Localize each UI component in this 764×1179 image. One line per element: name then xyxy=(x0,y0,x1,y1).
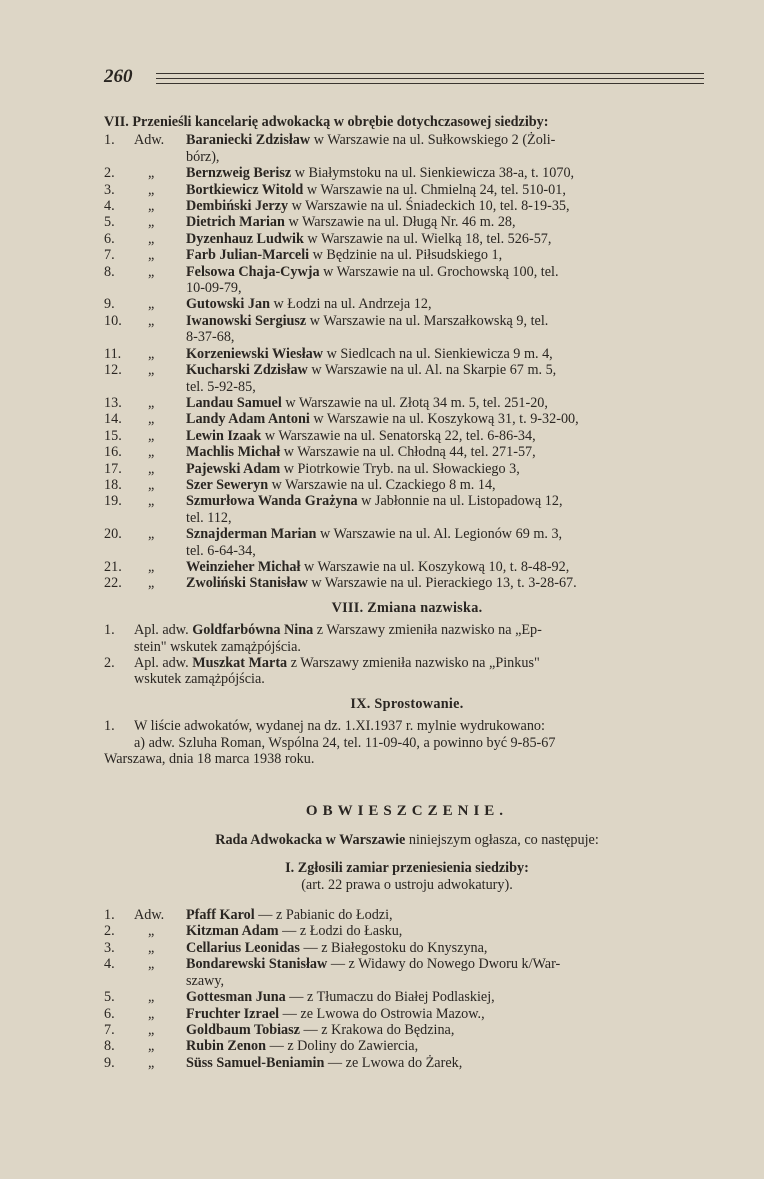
list-item xyxy=(104,411,710,427)
item-prefix: Adw. xyxy=(134,132,165,149)
item-prefix: „ xyxy=(148,427,155,444)
item-text xyxy=(186,264,710,280)
item-number: 9. xyxy=(104,1054,115,1071)
item-details-cont: wskutek zamążpójścia. xyxy=(134,671,265,688)
item-number: 11. xyxy=(104,345,122,362)
announcement-list xyxy=(104,907,710,1071)
item-prefix: „ xyxy=(148,1005,155,1022)
item-number: 21. xyxy=(104,558,122,575)
item-details: w Warszawie na ul. Marszałkowską 9, tel. xyxy=(306,312,549,329)
item-text xyxy=(186,182,710,198)
item-number: 17. xyxy=(104,460,122,477)
list-item xyxy=(104,264,710,280)
item-prefix: „ xyxy=(148,312,155,329)
item-text xyxy=(186,1006,710,1022)
item-prefix: „ xyxy=(148,214,155,231)
item-details: w Warszawie na ul. Chłodną 44, tel. 271-57, xyxy=(280,444,536,461)
page-content xyxy=(104,114,710,1071)
item-text xyxy=(186,461,710,477)
spacer xyxy=(104,329,134,345)
item-prefix: „ xyxy=(148,247,155,264)
person-name: Sznajderman Marian xyxy=(186,526,317,543)
item-prefix: „ xyxy=(148,956,155,973)
list-item xyxy=(104,395,710,411)
person-name: Bortkiewicz Witold xyxy=(186,181,304,198)
list-item xyxy=(104,428,710,444)
announcement-intro xyxy=(104,832,710,848)
person-name: Machlis Michał xyxy=(186,444,281,461)
person-name: Kitzman Adam xyxy=(186,923,279,940)
item-details: w Warszawie na ul. Wielką 18, tel. 526-57, xyxy=(303,230,552,247)
item-prefix: „ xyxy=(148,1038,155,1055)
list-item xyxy=(104,444,710,460)
item-number: 3. xyxy=(104,939,115,956)
item-prefix: „ xyxy=(148,460,155,477)
person-name: Zwoliński Stanisław xyxy=(186,575,308,592)
item-number: 1. xyxy=(104,622,115,639)
item-number: 7. xyxy=(104,1021,115,1038)
person-name: Landy Adam Antoni xyxy=(186,411,310,428)
person-name: Bernzweig Berisz xyxy=(186,165,292,182)
item-details-cont: 10-09-79, xyxy=(186,280,242,297)
item-text: W liście adwokatów, wydanej na dz. 1.XI.1937 r. mylnie wydrukowano: xyxy=(134,718,545,735)
item-number: 22. xyxy=(104,575,122,592)
person-name: Iwanowski Sergiusz xyxy=(186,312,307,329)
item-text xyxy=(186,575,710,591)
person-name: Lewin Izaak xyxy=(186,427,262,444)
item-prefix: „ xyxy=(148,296,155,313)
spacer xyxy=(104,639,134,655)
item-prefix: „ xyxy=(148,575,155,592)
list-item-cont xyxy=(104,329,710,345)
header-rule xyxy=(156,83,704,84)
spacer xyxy=(134,329,186,345)
person-name: Baraniecki Zdzisław xyxy=(186,132,311,149)
section-ix-item-cont xyxy=(104,735,710,751)
section-viii-list xyxy=(104,622,710,688)
list-item xyxy=(104,989,710,1005)
item-prefix: „ xyxy=(148,1054,155,1071)
item-details: w Warszawie na ul. Al. Legionów 69 m. 3, xyxy=(316,526,563,543)
person-name: Süss Samuel-Beniamin xyxy=(186,1054,325,1071)
item-number: 4. xyxy=(104,956,115,973)
person-name: Felsowa Chaja-Cywja xyxy=(186,263,320,280)
item-number: 3. xyxy=(104,181,115,198)
spacer xyxy=(134,973,186,989)
item-prefix: „ xyxy=(148,923,155,940)
section-ix-item xyxy=(104,718,710,734)
item-number: 18. xyxy=(104,476,122,493)
item-text xyxy=(186,362,710,378)
spacer xyxy=(134,510,186,526)
section-vii-heading: VII. Przenieśli kancelarię adwokacką w obrębie dotychczasowej siedziby: xyxy=(104,114,549,130)
item-number: 8. xyxy=(104,263,115,280)
spacer xyxy=(104,280,134,296)
list-item xyxy=(104,526,710,542)
item-text xyxy=(186,907,710,923)
section-ix-heading: IX. Sprostowanie. xyxy=(350,695,464,712)
item-text xyxy=(186,411,710,427)
item-number: 2. xyxy=(104,923,115,940)
item-prefix: „ xyxy=(148,558,155,575)
person-name: Weinzieher Michał xyxy=(186,558,301,575)
header-rule xyxy=(156,73,704,74)
section-viii-heading: VIII. Zmiana nazwiska. xyxy=(331,599,483,616)
item-pre: Apl. adw. xyxy=(134,622,193,639)
person-name: Dyzenhauz Ludwik xyxy=(186,230,304,247)
spacer xyxy=(134,280,186,296)
item-details: — z Pabianic do Łodzi, xyxy=(254,907,393,924)
item-details: — z Tłumaczu do Białej Podlaskiej, xyxy=(285,989,495,1006)
item-prefix: „ xyxy=(148,411,155,428)
item-details: — z Łodzi do Łasku, xyxy=(278,923,403,940)
item-details: — z Białegostoku do Knyszyna, xyxy=(299,939,488,956)
list-item-cont xyxy=(104,973,710,989)
item-number: 6. xyxy=(104,1005,115,1022)
item-prefix: „ xyxy=(148,394,155,411)
item-prefix: „ xyxy=(148,181,155,198)
spacer xyxy=(104,379,134,395)
person-name: Pfaff Karol xyxy=(186,907,255,924)
list-item-cont xyxy=(104,149,710,165)
item-number: 9. xyxy=(104,296,115,313)
item-prefix: „ xyxy=(148,165,155,182)
person-name: Kucharski Zdzisław xyxy=(186,362,308,379)
item-details: w Warszawie na ul. Złotą 34 m. 5, tel. 251-20, xyxy=(281,394,548,411)
item-prefix: „ xyxy=(148,345,155,362)
item-details: w Siedlcach na ul. Sienkiewicza 9 m. 4, xyxy=(323,345,553,362)
item-details: w Warszawie na ul. Śniadeckich 10, tel. 8-19-35, xyxy=(288,198,570,215)
page-header xyxy=(104,66,704,90)
intro-rest: niniejszym ogłasza, co następuje: xyxy=(405,831,599,848)
item-details: w Warszawie na ul. Koszykową 31, t. 9-32-00, xyxy=(309,411,579,428)
intro-bold: Rada Adwokacka w Warszawie xyxy=(215,831,406,848)
announcement-sub-heading: I. Zgłosili zamiar przeniesienia siedziby: xyxy=(285,860,529,877)
list-item-cont xyxy=(104,543,710,559)
item-text xyxy=(186,214,710,230)
list-item xyxy=(104,655,710,671)
item-prefix: „ xyxy=(148,444,155,461)
item-details: w Warszawie na ul. Pierackiego 13, t. 3-28-67. xyxy=(307,575,577,592)
item-number: 1. xyxy=(104,132,115,149)
item-text-cont: a) adw. Szluha Roman, Wspólna 24, tel. 11-09-40, a powinno być 9-85-67 xyxy=(134,734,556,751)
header-rule xyxy=(156,78,704,79)
item-details: — ze Lwowa do Ostrowia Mazow., xyxy=(279,1005,485,1022)
list-item xyxy=(104,1022,710,1038)
item-text xyxy=(134,622,710,638)
person-name: Dietrich Marian xyxy=(186,214,285,231)
list-item xyxy=(104,956,710,972)
list-item xyxy=(104,1055,710,1071)
item-text xyxy=(186,313,710,329)
person-name: Pajewski Adam xyxy=(186,460,281,477)
spacer xyxy=(134,149,186,165)
page-number: 260 xyxy=(104,66,133,87)
item-prefix: „ xyxy=(148,263,155,280)
item-pre: Apl. adw. xyxy=(134,655,193,671)
item-details-cont: tel. 6-64-34, xyxy=(186,542,256,559)
list-item xyxy=(104,198,710,214)
list-item xyxy=(104,559,710,575)
item-details: w Warszawie na ul. Czackiego 8 m. 14, xyxy=(268,476,496,493)
spacer xyxy=(104,149,134,165)
item-details: z Warszawy zmieniła nazwisko na „Ep- xyxy=(313,622,542,639)
item-details-cont: tel. 5-92-85, xyxy=(186,378,256,395)
list-item xyxy=(104,362,710,378)
spacer xyxy=(134,379,186,395)
list-item xyxy=(104,923,710,939)
person-name: Gottesman Juna xyxy=(186,989,286,1006)
item-details: w Warszawie na ul. Al. na Skarpie 67 m. 5, xyxy=(307,362,557,379)
item-number: 19. xyxy=(104,493,122,510)
item-details: — z Widawy do Nowego Dworu k/War- xyxy=(327,956,561,973)
person-name: Dembiński Jerzy xyxy=(186,198,289,215)
item-number: 2. xyxy=(104,655,115,671)
announcement-title: OBWIESZCZENIE. xyxy=(305,803,509,820)
item-text xyxy=(186,247,710,263)
item-details: w Jabłonnie na ul. Listopadową 12, xyxy=(357,493,563,510)
item-details: w Piotrkowie Tryb. na ul. Słowackiego 3, xyxy=(280,460,520,477)
item-number: 5. xyxy=(104,989,115,1006)
list-item xyxy=(104,940,710,956)
list-item xyxy=(104,247,710,263)
item-text xyxy=(186,989,710,1005)
item-number: 20. xyxy=(104,526,122,543)
item-details: w Warszawie na ul. Długą Nr. 46 m. 28, xyxy=(284,214,516,231)
list-item xyxy=(104,1006,710,1022)
list-item xyxy=(104,1038,710,1054)
item-number: 5. xyxy=(104,214,115,231)
item-prefix: „ xyxy=(148,989,155,1006)
list-item-cont xyxy=(104,379,710,395)
item-details: w Warszawie na ul. Chmielną 24, tel. 510-01, xyxy=(303,181,566,198)
item-number: 12. xyxy=(104,362,122,379)
item-prefix: „ xyxy=(148,476,155,493)
item-number: 1. xyxy=(104,907,115,924)
item-details-cont: bórz), xyxy=(186,148,220,165)
item-text xyxy=(186,346,710,362)
person-name: Fruchter Izrael xyxy=(186,1005,280,1022)
spacer xyxy=(104,543,134,559)
list-item-cont xyxy=(104,280,710,296)
item-details: w Łodzi na ul. Andrzeja 12, xyxy=(269,296,432,313)
person-name: Goldbaum Tobiasz xyxy=(186,1021,300,1038)
item-details: w Warszawie na ul. Sułkowskiego 2 (Żoli- xyxy=(310,132,556,149)
item-details-cont: 8-37-68, xyxy=(186,329,235,346)
list-item xyxy=(104,296,710,312)
spacer xyxy=(104,973,134,989)
item-text xyxy=(134,655,710,671)
person-name: Goldfarbówna Nina xyxy=(192,622,314,639)
spacer xyxy=(134,543,186,559)
list-item-cont xyxy=(104,671,710,687)
item-number: 16. xyxy=(104,444,122,461)
list-item xyxy=(104,907,710,923)
announcement-sub-note: (art. 22 prawa o ustroju adwokatury). xyxy=(301,876,513,893)
item-details: w Warszawie na ul. Senatorską 22, tel. 6-86-34, xyxy=(261,427,536,444)
list-item xyxy=(104,214,710,230)
section-vii-list xyxy=(104,132,710,591)
item-text xyxy=(186,444,710,460)
item-text xyxy=(186,923,710,939)
list-item xyxy=(104,313,710,329)
item-prefix: Adw. xyxy=(134,907,165,924)
item-text xyxy=(186,940,710,956)
item-prefix: „ xyxy=(148,526,155,543)
person-name: Szer Seweryn xyxy=(186,476,269,493)
item-details: w Białymstoku na ul. Sienkiewicza 38-a, t. 1070, xyxy=(291,165,575,182)
list-item xyxy=(104,132,710,148)
person-name: Muszkat Marta xyxy=(192,655,288,671)
item-text xyxy=(186,165,710,181)
item-prefix: „ xyxy=(148,230,155,247)
closing-line: Warszawa, dnia 18 marca 1938 roku. xyxy=(104,751,315,768)
item-prefix: „ xyxy=(148,1021,155,1038)
item-details-cont: stein" wskutek zamążpójścia. xyxy=(134,638,301,655)
item-prefix: „ xyxy=(148,362,155,379)
item-number: 2. xyxy=(104,165,115,182)
item-text xyxy=(186,477,710,493)
item-text xyxy=(186,395,710,411)
person-name: Cellarius Leonidas xyxy=(186,939,300,956)
item-number: 10. xyxy=(104,312,122,329)
item-text xyxy=(186,231,710,247)
item-text xyxy=(186,198,710,214)
item-details: — ze Lwowa do Żarek, xyxy=(324,1054,463,1071)
item-details: — z Doliny do Zawiercia, xyxy=(266,1038,419,1055)
item-details-cont: szawy, xyxy=(186,972,225,989)
item-number: 6. xyxy=(104,230,115,247)
item-text xyxy=(186,1055,710,1071)
list-item xyxy=(104,346,710,362)
item-text xyxy=(186,1022,710,1038)
item-details: w Będzinie na ul. Piłsudskiego 1, xyxy=(309,247,503,264)
item-number: 8. xyxy=(104,1038,115,1055)
list-item xyxy=(104,165,710,181)
item-text xyxy=(186,428,710,444)
person-name: Szmurłowa Wanda Grażyna xyxy=(186,493,358,510)
list-item xyxy=(104,493,710,509)
item-number: 13. xyxy=(104,394,122,411)
item-number: 1. xyxy=(104,718,115,735)
item-text xyxy=(186,1038,710,1054)
list-item xyxy=(104,461,710,477)
list-item-cont xyxy=(104,510,710,526)
item-details-cont: tel. 112, xyxy=(186,509,232,526)
item-number: 15. xyxy=(104,427,122,444)
list-item xyxy=(104,477,710,493)
item-prefix: „ xyxy=(148,198,155,215)
item-text xyxy=(186,956,710,972)
item-prefix: „ xyxy=(148,493,155,510)
list-item xyxy=(104,182,710,198)
item-text xyxy=(186,493,710,509)
person-name: Bondarewski Stanisław xyxy=(186,956,328,973)
item-number: 14. xyxy=(104,411,122,428)
list-item xyxy=(104,622,710,638)
item-details: w Warszawie na ul. Koszykową 10, t. 8-48-92, xyxy=(300,558,570,575)
item-text xyxy=(186,296,710,312)
person-name: Gutowski Jan xyxy=(186,296,270,313)
item-details: w Warszawie na ul. Grochowską 100, tel. xyxy=(319,263,559,280)
item-text xyxy=(186,559,710,575)
person-name: Korzeniewski Wiesław xyxy=(186,345,324,362)
list-item-cont xyxy=(104,639,710,655)
item-prefix: „ xyxy=(148,939,155,956)
item-details: — z Krakowa do Będzina, xyxy=(299,1021,455,1038)
person-name: Landau Samuel xyxy=(186,394,282,411)
list-item xyxy=(104,231,710,247)
list-item xyxy=(104,575,710,591)
person-name: Rubin Zenon xyxy=(186,1038,267,1055)
item-number: 4. xyxy=(104,198,115,215)
spacer xyxy=(104,510,134,526)
spacer xyxy=(104,671,134,687)
item-number: 7. xyxy=(104,247,115,264)
person-name: Farb Julian-Marceli xyxy=(186,247,310,264)
item-text xyxy=(186,526,710,542)
item-details: z Warszawy zmieniła nazwisko na „Pinkus" xyxy=(287,655,540,671)
item-text xyxy=(186,132,710,148)
